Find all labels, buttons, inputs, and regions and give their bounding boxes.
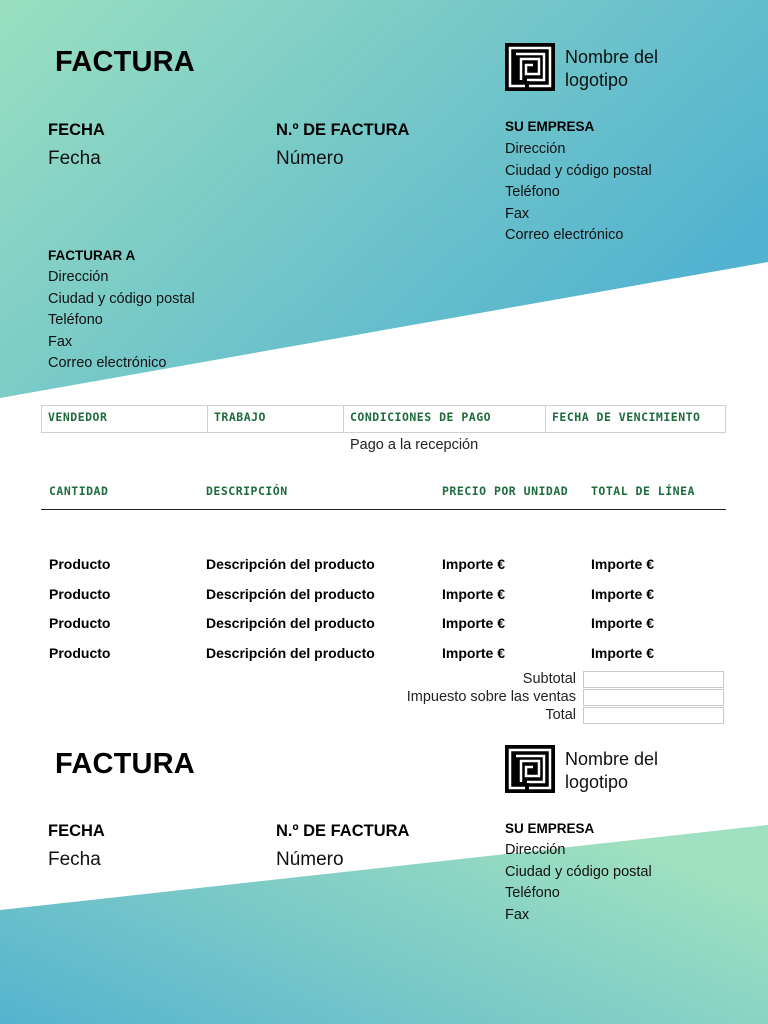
total-label: Total	[545, 707, 576, 723]
bottom-gradient-band	[0, 825, 768, 1024]
subtotal-field[interactable]	[583, 671, 724, 688]
table-row-qty: Producto	[49, 556, 111, 572]
table-row-desc: Descripción del producto	[206, 586, 375, 602]
terms-header-job: TRABAJO	[214, 410, 266, 424]
table-row-unit-price: Importe €	[442, 615, 506, 631]
table-row-desc: Descripción del producto	[206, 615, 375, 631]
table-row-qty: Producto	[49, 615, 111, 631]
date-label-second: FECHA	[48, 822, 105, 840]
company-email: Correo electrónico	[505, 227, 624, 243]
subtotal-label: Subtotal	[522, 671, 576, 687]
terms-table	[41, 405, 726, 433]
terms-cell-due-date	[546, 406, 725, 432]
table-row-qty: Producto	[49, 586, 111, 602]
invoice-number-label: N.º DE FACTURA	[276, 121, 410, 139]
terms-header-salesperson: VENDEDOR	[48, 410, 108, 424]
terms-cell-payment	[344, 406, 546, 432]
company-fax: Fax	[505, 205, 530, 222]
invoice-number-value-second: Número	[276, 849, 344, 870]
logo-text-line2: logotipo	[565, 70, 629, 90]
maze-logo-icon	[505, 745, 555, 793]
header-line-total: TOTAL DE LÍNEA	[591, 484, 695, 498]
invoice-number-value: Número	[276, 148, 344, 169]
invoice-title-second: FACTURA	[55, 748, 195, 780]
header-unit-price: PRECIO POR UNIDAD	[442, 484, 569, 498]
terms-cell-salesperson	[42, 406, 208, 432]
table-row-qty: Producto	[49, 645, 111, 661]
header-description: DESCRIPCIÓN	[206, 484, 288, 498]
company-heading-second: SU EMPRESA	[505, 821, 595, 836]
terms-header-payment: CONDICIONES DE PAGO	[350, 410, 492, 424]
table-row-line-total: Importe €	[591, 556, 655, 572]
sales-tax-label: Impuesto sobre las ventas	[406, 689, 576, 705]
terms-cell-job	[208, 406, 344, 432]
date-value: Fecha	[48, 148, 101, 169]
bill-to-address: Dirección	[48, 269, 109, 285]
company-heading: SU EMPRESA	[505, 119, 595, 134]
items-divider	[41, 509, 726, 510]
logo-text	[565, 46, 658, 92]
maze-logo-icon	[505, 43, 555, 91]
invoice-number-label-second: N.º DE FACTURA	[276, 822, 410, 840]
invoice-title: FACTURA	[55, 46, 195, 78]
table-row-unit-price: Importe €	[442, 586, 506, 602]
bill-to-email: Correo electrónico	[48, 355, 167, 371]
company-city-zip: Ciudad y código postal	[505, 863, 652, 880]
company-address: Dirección	[505, 141, 566, 157]
logo-text-line1: Nombre del	[565, 47, 659, 67]
bill-to-fax: Fax	[48, 333, 73, 350]
company-details	[505, 139, 652, 247]
table-row-line-total: Importe €	[591, 586, 655, 602]
company-fax: Fax	[505, 906, 530, 923]
date-label: FECHA	[48, 121, 105, 139]
table-row-unit-price: Importe €	[442, 556, 506, 572]
table-row-desc: Descripción del producto	[206, 556, 375, 572]
company-phone: Teléfono	[505, 885, 560, 901]
header-quantity: CANTIDAD	[49, 484, 109, 498]
sales-tax-field[interactable]	[583, 689, 724, 706]
company-details-second	[505, 840, 652, 926]
company-phone: Teléfono	[505, 184, 560, 200]
date-value-second: Fecha	[48, 849, 101, 870]
logo-text-second	[565, 748, 658, 794]
payment-terms-value: Pago a la recepción	[350, 437, 479, 453]
table-row-unit-price: Importe €	[442, 645, 506, 661]
logo-text-line1: Nombre del	[565, 749, 659, 769]
total-field[interactable]	[583, 707, 724, 724]
company-city-zip: Ciudad y código postal	[505, 162, 652, 179]
terms-header-due-date: FECHA DE VENCIMIENTO	[552, 410, 701, 424]
table-row-desc: Descripción del producto	[206, 645, 375, 661]
bill-to-phone: Teléfono	[48, 312, 103, 328]
bill-to-details	[48, 267, 195, 375]
logo-text-line2: logotipo	[565, 772, 629, 792]
bill-to-city-zip: Ciudad y código postal	[48, 290, 195, 307]
bill-to-heading: FACTURAR A	[48, 248, 136, 263]
table-row-line-total: Importe €	[591, 615, 655, 631]
table-row-line-total: Importe €	[591, 645, 655, 661]
company-address: Dirección	[505, 842, 566, 858]
